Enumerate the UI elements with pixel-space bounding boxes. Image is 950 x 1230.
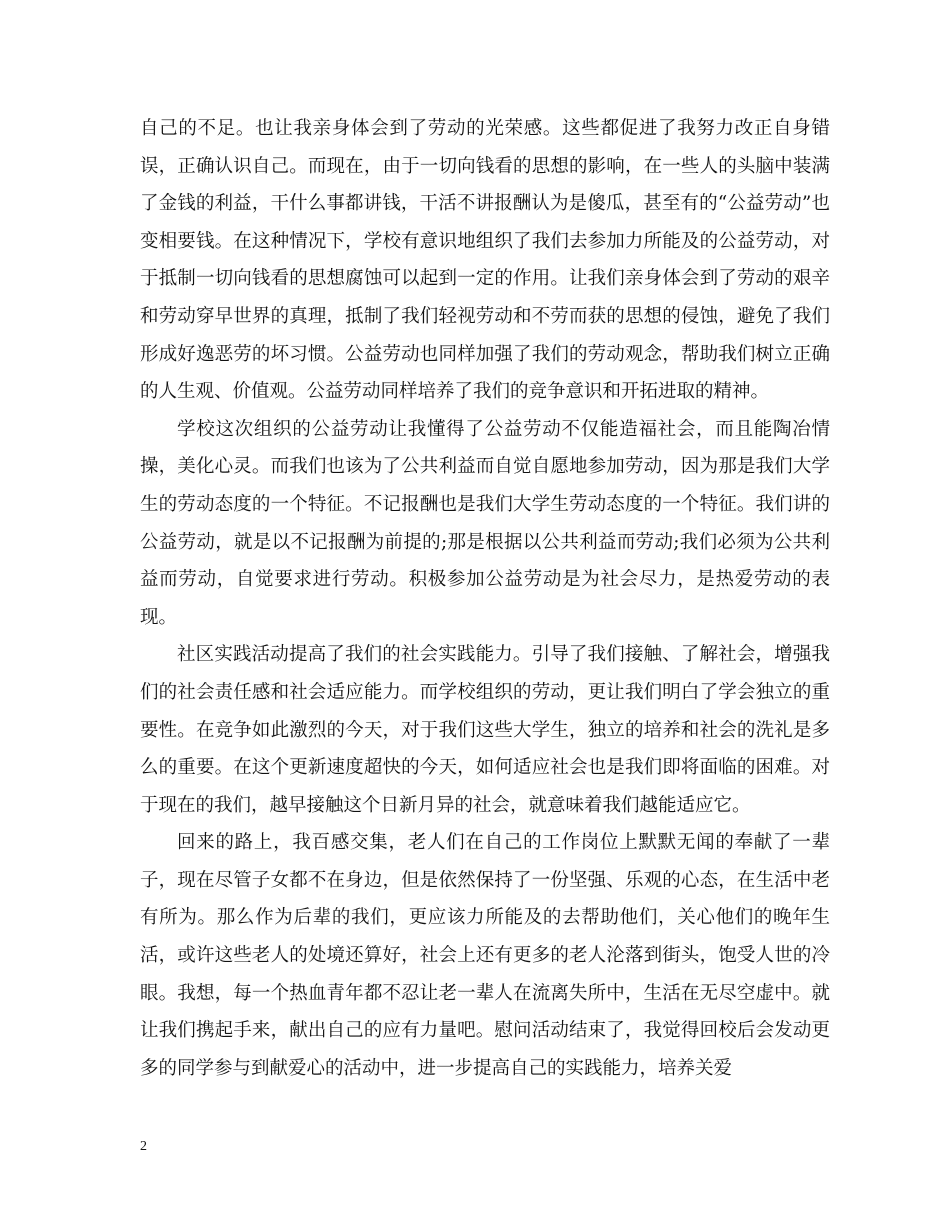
paragraph-social-practice: 社区实践活动提高了我们的社会实践能力。引导了我们接触、了解社会，增强我们的社会责任感和社会适应能力。而学校组织的劳动，更让我们明白了学会独立的重要性。在竞争如此激烈的今天，对于我们这些大学生，独立的培养和社会的洗礼是多么的重要。在这个更新速度超快的今天，如何适应社会也是我们即将面临的困难。对于现在的我们，越早接触这个日新月异的社会，就意味着我们越能适应它。 <box>140 644 830 816</box>
paragraph-public-labor: 学校这次组织的公益劳动让我懂得了公益劳动不仅能造福社会，而且能陶冶情操，美化心灵。而我们也该为了公共利益而自觉自愿地参加劳动，因为那是我们大学生的劳动态度的一个特征。不记报酬也是我们大学生劳动态度的一个特征。我们讲的公益劳动，就是以不记报酬为前提的;那是根据以公共利益而劳动;我们必须为公共利益而劳动，自觉要求进行劳动。积极参加公益劳动是为社会尽力，是热爱劳动的表现。 <box>140 418 830 628</box>
body-text <box>140 110 830 1087</box>
paragraph-continued: 自己的不足。也让我亲身体会到了劳动的光荣感。这些都促进了我努力改正自身错误，正确认识自己。而现在，由于一切向钱看的思想的影响，在一些人的头脑中装满了金钱的利益，干什么事都讲钱，干活不讲报酬认为是傻瓜，甚至有的“公益劳动”也变相要钱。在这种情况下，学校有意识地组织了我们去参加力所能及的公益劳动，对于抵制一切向钱看的思想腐蚀可以起到一定的作用。让我们亲身体会到了劳动的艰辛和劳动穿早世界的真理，抵制了我们轻视劳动和不劳而获的思想的侵蚀，避免了我们形成好逸恶劳的坏习惯。公益劳动也同样加强了我们的劳动观念，帮助我们树立正确的人生观、价值观。公益劳动同样培养了我们的竞争意识和开拓进取的精神。 <box>140 118 830 403</box>
page-number: 2 <box>140 1139 147 1154</box>
paragraph-return-journey: 回来的路上，我百感交集，老人们在自己的工作岗位上默默无闻的奉献了一辈子，现在尽管子女都不在身边，但是依然保持了一份坚强、乐观的心态，在生活中老有所为。那么作为后辈的我们，更应该力所能及的去帮助他们，关心他们的晚年生活，或许这些老人的处境还算好，社会上还有更多的老人沦落到街头，饱受人世的冷眼。我想，每一个热血青年都不忍让老一辈人在流离失所中，生活在无尽空虚中。就让我们携起手来，献出自己的应有力量吧。慰问活动结束了，我觉得回校后会发动更多的同学参与到献爱心的活动中，进一步提高自己的实践能力，培养关爱 <box>140 832 830 1079</box>
